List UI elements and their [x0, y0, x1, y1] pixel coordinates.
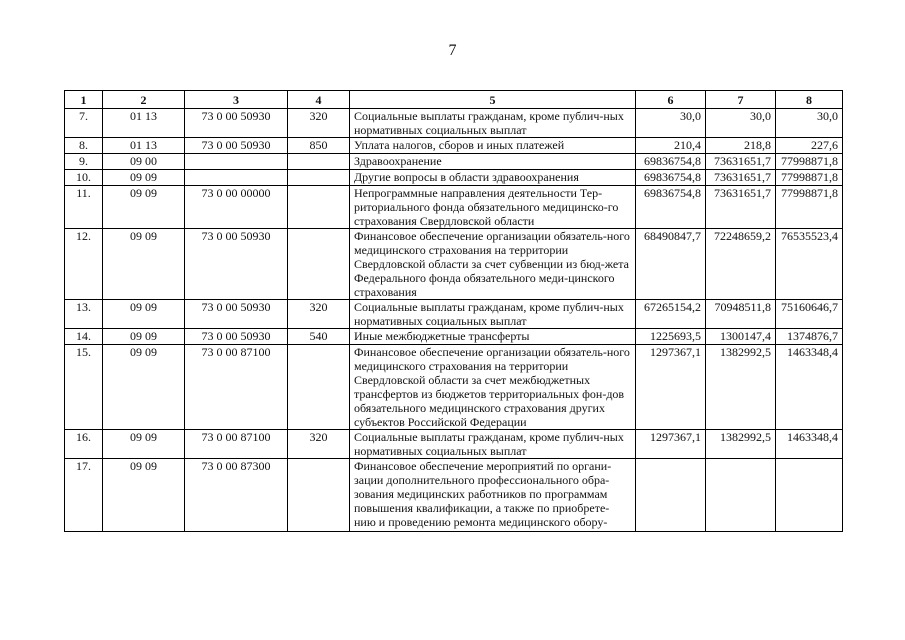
section-code: 09 09 [103, 186, 185, 229]
amount-col8 [776, 459, 843, 532]
item-name: Здравоохранение [350, 154, 636, 170]
row-number: 10. [65, 170, 103, 186]
item-name: Социальные выплаты гражданам, кроме публич-ных нормативных социальных выплат [350, 109, 636, 138]
section-code: 09 09 [103, 170, 185, 186]
amount-col7: 73631651,7 [706, 154, 776, 170]
amount-col6: 67265154,2 [636, 300, 706, 329]
amount-col6 [636, 459, 706, 532]
header-cell: 6 [636, 91, 706, 109]
expense-kind-code [288, 229, 350, 300]
page-number: 7 [448, 42, 457, 59]
header-cell: 3 [185, 91, 288, 109]
article-code [185, 154, 288, 170]
amount-col8: 30,0 [776, 109, 843, 138]
item-name: Социальные выплаты гражданам, кроме публич-ных нормативных социальных выплат [350, 300, 636, 329]
section-code: 09 09 [103, 329, 185, 345]
row-number: 9. [65, 154, 103, 170]
row-number: 15. [65, 345, 103, 430]
article-code [185, 170, 288, 186]
expense-kind-code [288, 170, 350, 186]
header-row [65, 91, 843, 109]
article-code: 73 0 00 50930 [185, 109, 288, 138]
expense-kind-code: 540 [288, 329, 350, 345]
row-number: 13. [65, 300, 103, 329]
header-cell: 2 [103, 91, 185, 109]
expense-kind-code [288, 459, 350, 532]
table-row [65, 345, 843, 430]
item-name: Финансовое обеспечение мероприятий по органи-зации дополнительного профессионального обра-зования медицинских работников по программам повышения квалификации, а также по приобрете-нию и проведению ремонта медицинского обору- [350, 459, 636, 532]
amount-col7: 1382992,5 [706, 430, 776, 459]
row-number: 11. [65, 186, 103, 229]
item-name: Другие вопросы в области здравоохранения [350, 170, 636, 186]
table-row [65, 430, 843, 459]
item-name: Социальные выплаты гражданам, кроме публич-ных нормативных социальных выплат [350, 430, 636, 459]
table-row [65, 459, 843, 532]
amount-col6: 1297367,1 [636, 430, 706, 459]
section-code: 01 13 [103, 109, 185, 138]
header-cell: 8 [776, 91, 843, 109]
amount-col6: 30,0 [636, 109, 706, 138]
table-row [65, 138, 843, 154]
expense-kind-code: 850 [288, 138, 350, 154]
section-code: 01 13 [103, 138, 185, 154]
article-code: 73 0 00 50930 [185, 329, 288, 345]
item-name: Финансовое обеспечение организации обязатель-ного медицинского страхования на территории Свердловской области за счет межбюджетных трансфертов из бюджетов территориальных фон-дов обязательного медицинского страхования других субъектов Российской Федерации [350, 345, 636, 430]
amount-col6: 68490847,7 [636, 229, 706, 300]
amount-col8: 76535523,4 [776, 229, 843, 300]
amount-col6: 69836754,8 [636, 154, 706, 170]
expense-kind-code: 320 [288, 300, 350, 329]
amount-col6: 1297367,1 [636, 345, 706, 430]
amount-col7 [706, 459, 776, 532]
row-number: 8. [65, 138, 103, 154]
header-cell: 5 [350, 91, 636, 109]
row-number: 17. [65, 459, 103, 532]
expense-kind-code [288, 154, 350, 170]
amount-col8: 1374876,7 [776, 329, 843, 345]
table-row [65, 170, 843, 186]
item-name: Уплата налогов, сборов и иных платежей [350, 138, 636, 154]
table-row [65, 229, 843, 300]
amount-col6: 69836754,8 [636, 170, 706, 186]
amount-col8: 1463348,4 [776, 345, 843, 430]
amount-col8: 77998871,8 [776, 170, 843, 186]
expense-kind-code: 320 [288, 430, 350, 459]
table-row [65, 300, 843, 329]
header-cell: 4 [288, 91, 350, 109]
section-code: 09 09 [103, 229, 185, 300]
table-row [65, 154, 843, 170]
table-row [65, 109, 843, 138]
row-number: 12. [65, 229, 103, 300]
row-number: 7. [65, 109, 103, 138]
expense-kind-code [288, 186, 350, 229]
amount-col8: 227,6 [776, 138, 843, 154]
amount-col8: 1463348,4 [776, 430, 843, 459]
section-code: 09 09 [103, 430, 185, 459]
amount-col7: 73631651,7 [706, 186, 776, 229]
table-row [65, 329, 843, 345]
article-code: 73 0 00 50930 [185, 300, 288, 329]
amount-col7: 73631651,7 [706, 170, 776, 186]
budget-table [64, 90, 843, 532]
section-code: 09 09 [103, 300, 185, 329]
section-code: 09 09 [103, 345, 185, 430]
section-code: 09 09 [103, 459, 185, 532]
item-name: Непрограммные направления деятельности Тер-риториального фонда обязательного медицинско-го страхования Свердловской области [350, 186, 636, 229]
table-row [65, 186, 843, 229]
section-code: 09 00 [103, 154, 185, 170]
amount-col6: 210,4 [636, 138, 706, 154]
amount-col8: 77998871,8 [776, 186, 843, 229]
item-name: Финансовое обеспечение организации обязатель-ного медицинского страхования на территории Свердловской области за счет субвенции из бюд-жета Федерального фонда обязательного меди-цинского страхования [350, 229, 636, 300]
header-cell: 1 [65, 91, 103, 109]
amount-col6: 1225693,5 [636, 329, 706, 345]
expense-kind-code [288, 345, 350, 430]
amount-col7: 72248659,2 [706, 229, 776, 300]
article-code: 73 0 00 50930 [185, 229, 288, 300]
article-code: 73 0 00 87300 [185, 459, 288, 532]
amount-col7: 218,8 [706, 138, 776, 154]
header-cell: 7 [706, 91, 776, 109]
article-code: 73 0 00 87100 [185, 345, 288, 430]
amount-col8: 75160646,7 [776, 300, 843, 329]
amount-col7: 1300147,4 [706, 329, 776, 345]
article-code: 73 0 00 87100 [185, 430, 288, 459]
amount-col7: 30,0 [706, 109, 776, 138]
amount-col6: 69836754,8 [636, 186, 706, 229]
article-code: 73 0 00 50930 [185, 138, 288, 154]
item-name: Иные межбюджетные трансферты [350, 329, 636, 345]
expense-kind-code: 320 [288, 109, 350, 138]
row-number: 14. [65, 329, 103, 345]
row-number: 16. [65, 430, 103, 459]
amount-col7: 70948511,8 [706, 300, 776, 329]
article-code: 73 0 00 00000 [185, 186, 288, 229]
amount-col7: 1382992,5 [706, 345, 776, 430]
amount-col8: 77998871,8 [776, 154, 843, 170]
